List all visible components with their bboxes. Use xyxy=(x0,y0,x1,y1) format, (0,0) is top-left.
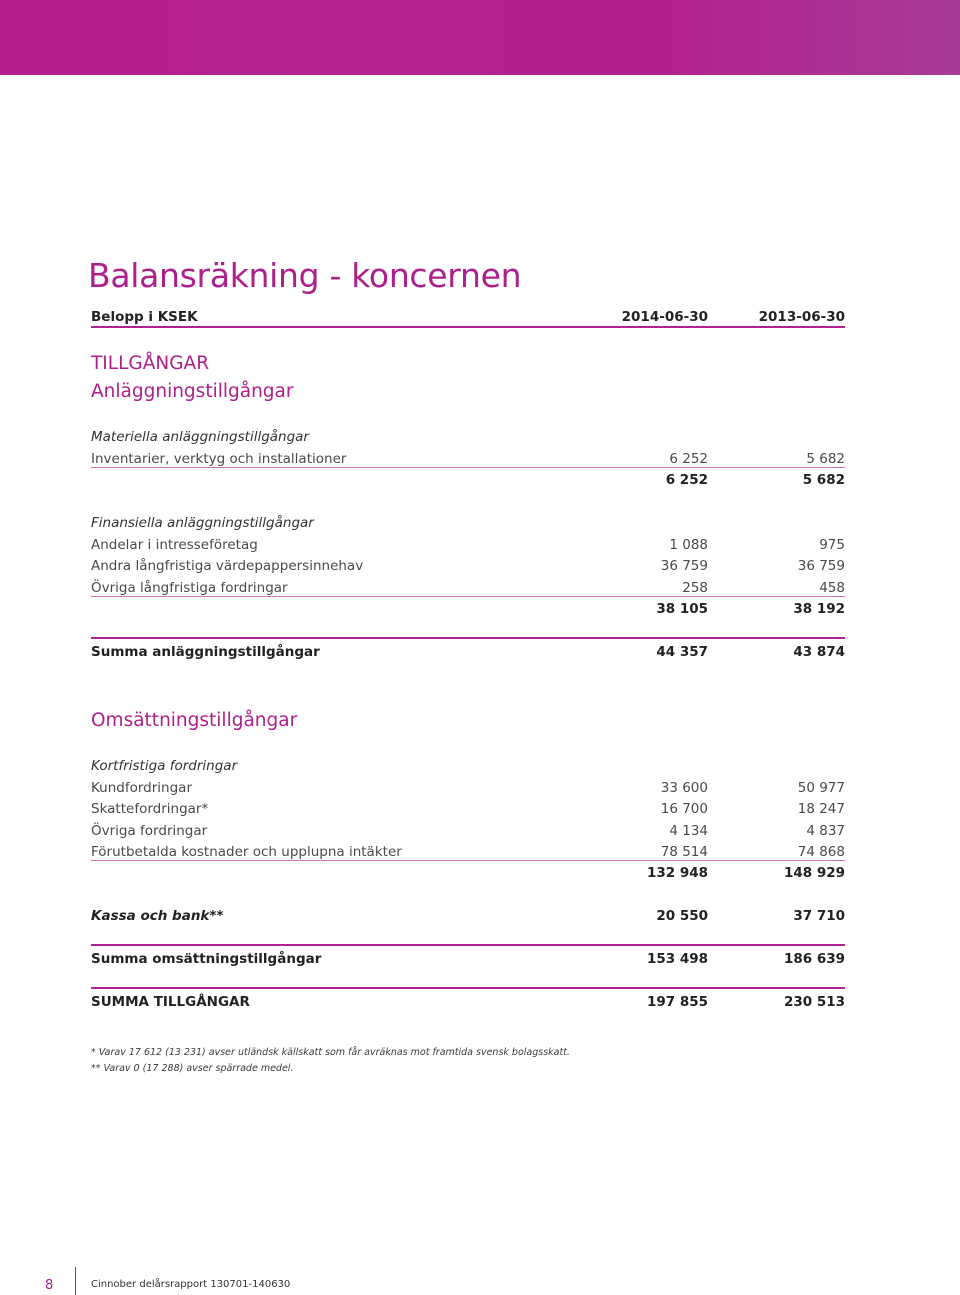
kortfristiga-heading xyxy=(91,756,845,776)
summa-omsattning-row xyxy=(91,949,845,969)
footnote: * Varav 17 612 (13 231) avser utländsk källskatt som får avräknas mot framtida svensk bolagsskatt. xyxy=(91,1047,570,1058)
row-value-2013: 975 xyxy=(819,537,845,553)
finansiella-subtotal xyxy=(91,599,845,619)
row-value-2013: 37 710 xyxy=(793,908,845,924)
subtotal-2013: 5 682 xyxy=(802,472,845,488)
row-value-2013: 458 xyxy=(819,580,845,596)
table-row xyxy=(91,556,845,576)
subtotal-2013: 148 929 xyxy=(783,865,845,881)
row-value-2013: 50 977 xyxy=(797,780,845,796)
subtotal-2014: 6 252 xyxy=(665,472,708,488)
row-value-2013: 5 682 xyxy=(806,451,845,467)
row-value-2014: 6 252 xyxy=(669,451,708,467)
table-header xyxy=(91,307,845,327)
row-label: Övriga fordringar xyxy=(91,823,208,839)
row-label: Andelar i intresseföretag xyxy=(91,537,258,553)
page-number: 8 xyxy=(45,1278,54,1293)
table-row xyxy=(91,578,845,598)
page-title: Balansräkning - koncernen xyxy=(88,256,522,295)
row-label: Inventarier, verktyg och installationer xyxy=(91,451,347,467)
row-label: SUMMA TILLGÅNGAR xyxy=(91,994,250,1010)
row-label: Summa anläggningstillgångar xyxy=(91,644,320,660)
subtotal-2013: 38 192 xyxy=(793,601,845,617)
row-value-2013: 186 639 xyxy=(783,951,845,967)
row-label: Skattefordringar* xyxy=(91,801,209,817)
row-label: Andra långfristiga värdepappersinnehav xyxy=(91,558,364,574)
subtotal-2014: 38 105 xyxy=(656,601,708,617)
kortfristiga-heading-text: Kortfristiga fordringar xyxy=(91,758,238,774)
row-label: Förutbetalda kostnader och upplupna intäkter xyxy=(91,844,402,860)
row-rule xyxy=(91,467,845,468)
kortfristiga-subtotal xyxy=(91,863,845,883)
materiella-heading-text: Materiella anläggningstillgångar xyxy=(91,429,309,445)
row-value-2014: 258 xyxy=(682,580,708,596)
table-row xyxy=(91,778,845,798)
row-label: Kundfordringar xyxy=(91,780,193,796)
materiella-heading xyxy=(91,427,845,447)
row-value-2014: 153 498 xyxy=(646,951,708,967)
finansiella-heading xyxy=(91,513,845,533)
top-banner xyxy=(0,0,960,75)
row-value-2014: 33 600 xyxy=(660,780,708,796)
subtotal-2014: 132 948 xyxy=(646,865,708,881)
row-label: Kassa och bank** xyxy=(91,908,224,924)
row-rule xyxy=(91,596,845,597)
row-label: Summa omsättningstillgångar xyxy=(91,951,322,967)
row-value-2013: 18 247 xyxy=(797,801,845,817)
row-value-2013: 4 837 xyxy=(806,823,845,839)
row-value-2014: 44 357 xyxy=(656,644,708,660)
page-divider xyxy=(75,1267,76,1295)
row-value-2013: 230 513 xyxy=(783,994,845,1010)
row-label: Övriga långfristiga fordringar xyxy=(91,580,288,596)
table-row xyxy=(91,799,845,819)
header-col-2014: 2014-06-30 xyxy=(621,309,708,325)
row-value-2014: 20 550 xyxy=(656,908,708,924)
header-rule xyxy=(91,326,845,328)
row-value-2013: 74 868 xyxy=(797,844,845,860)
row-value-2014: 16 700 xyxy=(660,801,708,817)
materiella-subtotal xyxy=(91,470,845,490)
row-value-2013: 36 759 xyxy=(797,558,845,574)
section-rule xyxy=(91,637,845,639)
row-value-2014: 36 759 xyxy=(660,558,708,574)
row-value-2014: 4 134 xyxy=(669,823,708,839)
row-value-2014: 1 088 xyxy=(669,537,708,553)
row-rule xyxy=(91,860,845,861)
table-row xyxy=(91,821,845,841)
row-value-2014: 78 514 xyxy=(660,844,708,860)
header-col-2013: 2013-06-30 xyxy=(758,309,845,325)
finansiella-heading-text: Finansiella anläggningstillgångar xyxy=(91,515,314,531)
table-row xyxy=(91,842,845,862)
summa-anlaggning-row xyxy=(91,642,845,662)
section-tillgangar: TILLGÅNGAR xyxy=(91,353,210,374)
page-footer-text: Cinnober delårsrapport 130701-140630 xyxy=(91,1279,291,1290)
table-row xyxy=(91,449,845,469)
row-value-2014: 197 855 xyxy=(646,994,708,1010)
section-rule xyxy=(91,944,845,946)
summa-tillgangar-row xyxy=(91,992,845,1012)
table-row xyxy=(91,535,845,555)
row-value-2013: 43 874 xyxy=(793,644,845,660)
footnote: ** Varav 0 (17 288) avser spärrade medel. xyxy=(91,1063,294,1074)
section-omsattning: Omsättningstillgångar xyxy=(91,710,298,731)
section-anlaggning: Anläggningstillgångar xyxy=(91,381,294,402)
header-label: Belopp i KSEK xyxy=(91,309,198,325)
kassa-row xyxy=(91,906,845,926)
section-rule xyxy=(91,987,845,989)
